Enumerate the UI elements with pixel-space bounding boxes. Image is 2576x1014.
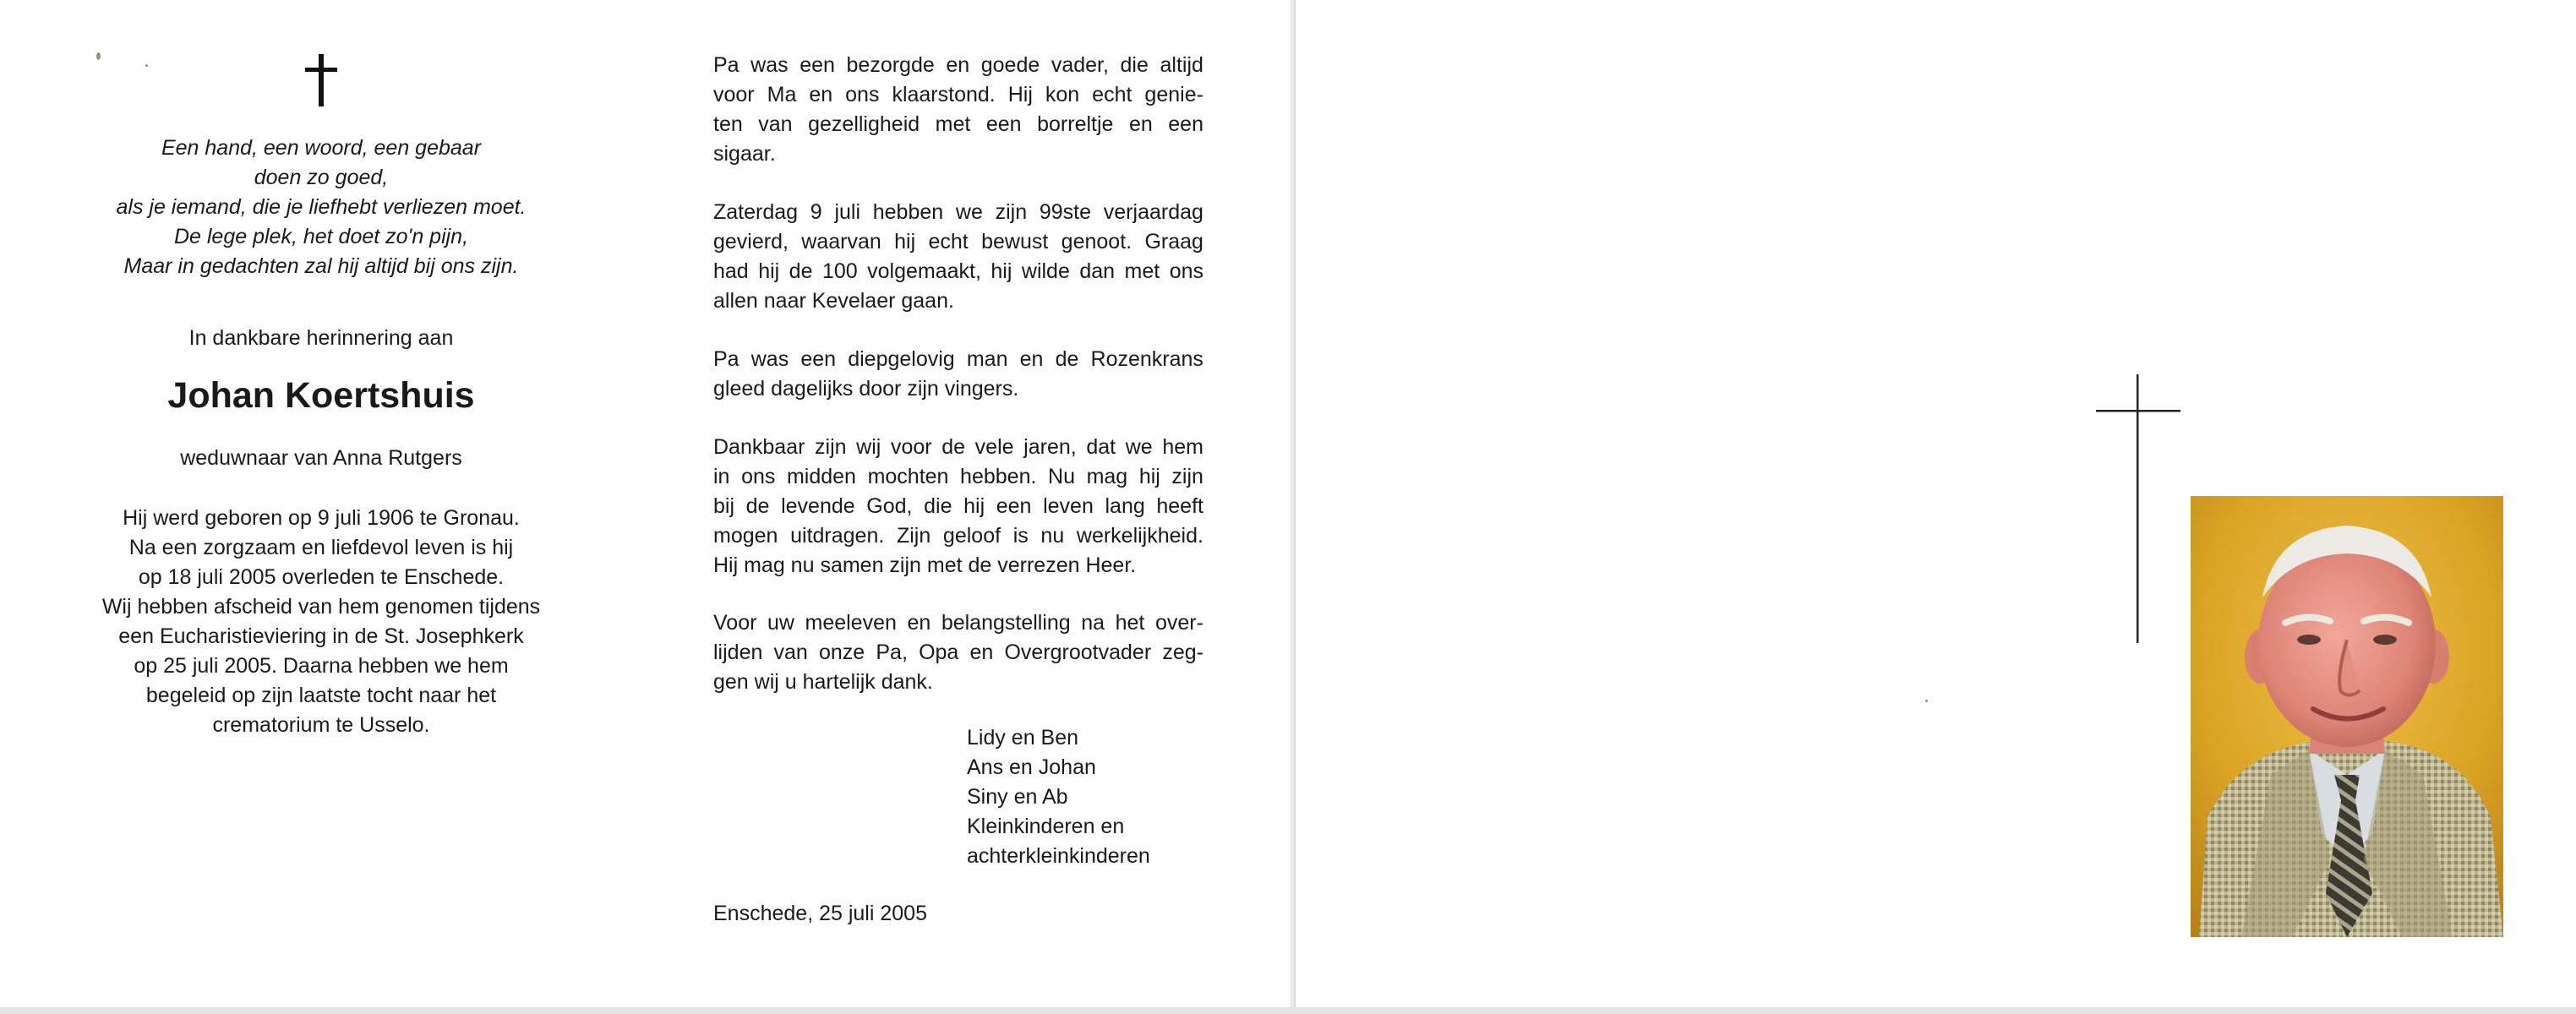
paper-speck: [96, 52, 101, 60]
paragraph-line: ten van gezelligheid met een borreltje en een: [713, 112, 1203, 136]
paragraph-line: mogen uitdragen. Zijn geloof is nu werkelijkheid.: [713, 524, 1203, 548]
dedication-text: In dankbare herinnering aan: [188, 326, 454, 350]
bio-line: een Eucharistieviering in de St. Josephkerk: [118, 624, 524, 648]
paragraph-line: gevierd, waarvan hij echt bewust genoot. Graag: [713, 230, 1203, 254]
paragraph-line: Pa was een diepgelovig man en de Rozenkrans: [713, 347, 1203, 371]
paragraph-line: Pa was een bezorgde en goede vader, die altijd: [713, 53, 1203, 77]
paragraph-line: gen wij u hartelijk dank.: [713, 670, 933, 694]
bio-line: Wij hebben afscheid van hem genomen tijdens: [101, 595, 541, 619]
poem-line: Maar in gedachten zal hij altijd bij ons zijn.: [123, 254, 519, 278]
paragraph: [713, 51, 1203, 169]
paragraph-line: allen naar Kevelaer gaan.: [713, 289, 954, 313]
card-fold-line: [1291, 0, 1296, 1014]
bio-line: Hij werd geboren op 9 juli 1906 te Gronau.: [123, 506, 520, 530]
poem-line: Een hand, een woord, een gebaar: [161, 136, 482, 160]
cross-icon: [301, 52, 341, 108]
biography: [34, 504, 609, 740]
paragraph-line: in ons midden mochten hebben. Nu mag hij zijn: [713, 465, 1203, 488]
card-bottom-edge: [0, 1007, 2576, 1014]
signer: achterkleinkinderen: [967, 844, 1150, 868]
signer: Kleinkinderen en: [967, 815, 1125, 838]
bio-line: crematorium te Usselo.: [212, 713, 430, 737]
signer: Lidy en Ben: [967, 726, 1079, 750]
paragraph: [713, 433, 1203, 581]
bio-line: begeleid op zijn laatste tocht naar het: [145, 684, 497, 707]
place-date-text: Enschede, 25 juli 2005: [713, 902, 927, 925]
thin-cross-icon: [2096, 374, 2180, 643]
paragraph-line: Zaterdag 9 juli hebben we zijn 99ste verjaardag: [713, 200, 1203, 224]
signer: Siny en Ab: [967, 785, 1068, 809]
paragraph-line: Voor uw meeleven en belangstelling na het over-: [713, 611, 1203, 635]
paragraph-line: Hij mag nu samen zijn met de verrezen Heer.: [713, 553, 1137, 577]
place-date: [713, 899, 1203, 929]
paragraph-line: lijden van onze Pa, Opa en Overgrootvader zeg-: [713, 641, 1203, 664]
deceased-name: Johan Koertshuis: [167, 375, 475, 416]
poem-line: doen zo goed,: [254, 166, 389, 189]
paragraph-line: sigaar.: [713, 142, 776, 166]
bio-line: Na een zorgzaam en liefdevol leven is hij: [128, 536, 514, 559]
paper-speck: [1925, 700, 1928, 702]
paragraph-line: had hij de 100 volgemaakt, hij wilde dan met ons: [713, 259, 1203, 283]
signers-list: [967, 723, 1150, 871]
portrait-photo: [2191, 496, 2503, 937]
memorial-poem: [34, 134, 609, 281]
poem-line: als je iemand, die je liefhebt verliezen moet.: [116, 195, 527, 219]
bio-line: op 18 juli 2005 overleden te Enschede.: [138, 565, 505, 589]
paper-speck: [145, 64, 148, 67]
bio-line: op 25 juli 2005. Daarna hebben we hem: [134, 654, 509, 678]
paragraph-line: voor Ma en ons klaarstond. Hij kon echt genie-: [713, 83, 1203, 106]
paragraph-line: gleed dagelijks door zijn vingers.: [713, 377, 1019, 401]
widower-text: weduwnaar van Anna Rutgers: [180, 446, 462, 470]
paragraph: [713, 198, 1203, 316]
poem-line: De lege plek, het doet zo'n pijn,: [173, 225, 469, 248]
signer: Ans en Johan: [967, 755, 1096, 779]
paragraph-line: Dankbaar zijn wij voor de vele jaren, dat we hem: [713, 435, 1203, 459]
paragraph: [713, 608, 1203, 697]
paragraph-line: bij de levende God, die hij een leven lang heeft: [713, 494, 1203, 518]
paragraph: [713, 345, 1203, 404]
